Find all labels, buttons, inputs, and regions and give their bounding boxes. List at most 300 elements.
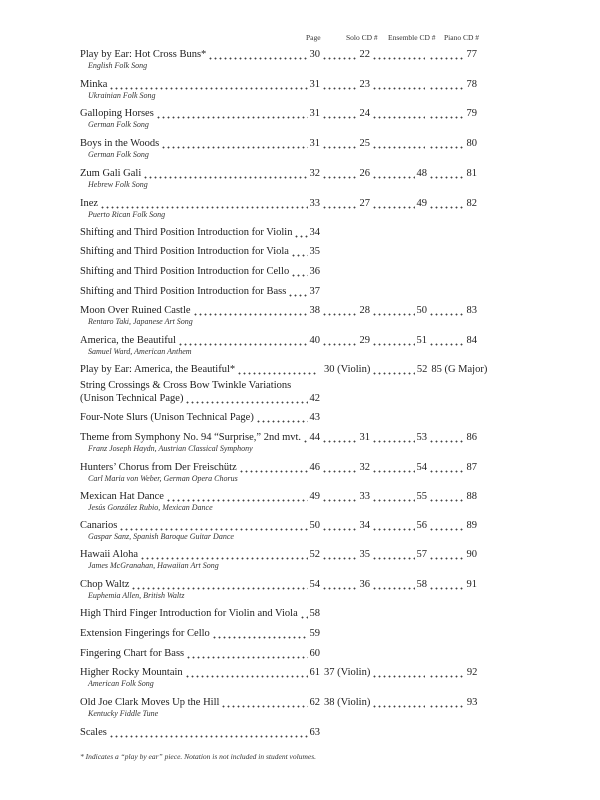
dot-leader: [322, 304, 358, 317]
entry-title: Scales: [80, 727, 107, 738]
toc-entry: [80, 334, 477, 347]
entry-title: Mexican Hat Dance: [80, 491, 164, 502]
entry-title: Old Joe Clark Moves Up the Hill: [80, 697, 220, 708]
entry-solo-cd: 26: [359, 168, 370, 179]
solo-cd-cell: [320, 137, 370, 150]
solo-cd-cell: [320, 363, 370, 376]
entry-piano-cd: 83: [466, 305, 477, 316]
entry-title: Shifting and Third Position Introduction for Violin: [80, 227, 293, 238]
dot-leader: [161, 137, 307, 150]
title-page-cell: [80, 519, 320, 532]
dot-leader: [156, 107, 308, 120]
ensemble-cd-cell: [370, 334, 427, 347]
header-piano-cd: Piano CD #: [444, 33, 480, 42]
entry-page: 44: [309, 432, 320, 443]
dot-leader: [429, 78, 465, 91]
dot-leader: [256, 411, 308, 424]
solo-cd-cell: [320, 519, 370, 532]
entry-ensemble-cd: 53: [416, 432, 427, 443]
entry-piano-cd: 81: [466, 168, 477, 179]
toc-entry: [80, 78, 477, 91]
dot-leader: [221, 696, 307, 709]
dot-leader: [322, 48, 358, 61]
entry-page: 40: [309, 335, 320, 346]
entry-piano-cd: 91: [466, 579, 477, 590]
dot-leader: [372, 696, 425, 709]
entry-solo-cd: 38 (Violin): [324, 697, 371, 708]
toc-entry: [80, 48, 477, 61]
solo-cd-cell: [320, 431, 370, 444]
ensemble-cd-cell: [370, 490, 427, 503]
piano-cd-cell: [427, 666, 477, 679]
entry-solo-cd: 27: [359, 198, 370, 209]
dot-leader: [429, 304, 465, 317]
entry-title: Canarios: [80, 520, 118, 531]
entry-subtitle: Samuel Ward, American Anthem: [88, 347, 192, 356]
dot-leader: [429, 107, 465, 120]
header-ensemble-cd: Ensemble CD #: [388, 33, 436, 42]
entry-title: Theme from Symphony No. 94 “Surprise,” 2nd mvt.: [80, 432, 302, 443]
dot-leader: [429, 666, 465, 679]
entry-ensemble-cd: 58: [416, 579, 427, 590]
entry-page: 54: [309, 579, 320, 590]
dot-leader: [322, 519, 358, 532]
toc-entry: [80, 285, 320, 298]
dot-leader: [239, 461, 308, 474]
piano-cd-cell: [427, 48, 477, 61]
dot-leader: [178, 334, 308, 347]
title-page-cell: [80, 726, 320, 739]
entry-title: Fingering Chart for Bass: [80, 648, 185, 659]
entry-ensemble-cd: 52: [416, 364, 428, 375]
solo-cd-cell: [320, 167, 370, 180]
dot-leader: [291, 265, 307, 278]
solo-cd-cell: [320, 48, 370, 61]
dot-leader: [237, 363, 318, 376]
dot-leader: [372, 48, 425, 61]
dot-leader: [372, 548, 415, 561]
toc-entry: [80, 578, 477, 591]
ensemble-cd-cell: [370, 78, 427, 91]
entry-ensemble-cd: 55: [416, 491, 427, 502]
footnote: * Indicates a “play by ear” piece. Notation is not included in student volumes.: [80, 752, 317, 761]
entry-piano-cd: 85 (G Major): [431, 364, 488, 375]
dot-leader: [208, 48, 307, 61]
entry-title: Moon Over Ruined Castle: [80, 305, 191, 316]
dot-leader: [322, 107, 358, 120]
entry-subtitle: American Folk Song: [88, 679, 154, 688]
dot-leader: [372, 107, 425, 120]
entry-page: 35: [309, 246, 320, 257]
entry-subtitle: Jesús González Rubio, Mexican Dance: [88, 503, 213, 512]
entry-piano-cd: 79: [466, 108, 477, 119]
entry-ensemble-cd: 51: [416, 335, 427, 346]
entry-page: 31: [309, 138, 320, 149]
entry-page: 58: [309, 608, 320, 619]
entry-piano-cd: 77: [466, 49, 477, 60]
entry-subtitle: Gaspar Sanz, Spanish Baroque Guitar Dance: [88, 532, 234, 541]
entry-subtitle: Kentucky Fiddle Tune: [88, 709, 159, 718]
dot-leader: [166, 490, 308, 503]
entry-page: 36: [309, 266, 320, 277]
ensemble-cd-cell: [370, 431, 427, 444]
entry-title: Minka: [80, 79, 108, 90]
title-page-cell: [80, 265, 320, 278]
dot-leader: [294, 226, 307, 239]
ensemble-cd-cell: [370, 137, 427, 150]
title-page-cell: [80, 226, 320, 239]
title-page-cell: [80, 411, 320, 424]
title-page-cell: [80, 285, 320, 298]
entry-piano-cd: 89: [466, 520, 477, 531]
toc-entry: [80, 245, 320, 258]
entry-title: Extension Fingerings for Cello: [80, 628, 210, 639]
entry-subtitle: Hebrew Folk Song: [88, 180, 148, 189]
entry-page: 43: [309, 412, 320, 423]
ensemble-cd-cell: [370, 107, 427, 120]
solo-cd-cell: [320, 578, 370, 591]
dot-leader: [322, 548, 358, 561]
toc-entry: [80, 107, 477, 120]
dot-leader: [372, 578, 415, 591]
dot-leader: [303, 431, 307, 444]
entry-piano-cd: 93: [466, 697, 478, 708]
entry-solo-cd: 35: [359, 549, 370, 560]
dot-leader: [429, 548, 465, 561]
entry-ensemble-cd: 48: [416, 168, 427, 179]
toc-entry: [80, 548, 477, 561]
title-page-cell: [80, 245, 320, 258]
piano-cd-cell: [427, 363, 487, 376]
ensemble-cd-cell: [370, 167, 427, 180]
dot-leader: [429, 519, 465, 532]
piano-cd-cell: [427, 167, 477, 180]
entry-page: 30: [309, 49, 320, 60]
entry-solo-cd: 29: [359, 335, 370, 346]
dot-leader: [429, 48, 465, 61]
dot-leader: [372, 519, 415, 532]
entry-page: 59: [309, 628, 320, 639]
ensemble-cd-cell: [370, 461, 427, 474]
entry-subtitle: Franz Joseph Haydn, Austrian Classical Symphony: [88, 444, 253, 453]
toc-entry: [80, 363, 487, 376]
piano-cd-cell: [427, 696, 477, 709]
ensemble-cd-cell: [370, 197, 427, 210]
entry-title: High Third Finger Introduction for Violin and Viola: [80, 608, 298, 619]
dot-leader: [322, 78, 358, 91]
title-page-cell: [80, 167, 320, 180]
piano-cd-cell: [427, 461, 477, 474]
title-page-cell: [80, 578, 320, 591]
piano-cd-cell: [427, 304, 477, 317]
entry-solo-cd: 23: [359, 79, 370, 90]
piano-cd-cell: [427, 137, 477, 150]
toc-entry: [80, 726, 320, 739]
solo-cd-cell: [320, 107, 370, 120]
toc-entry: [80, 411, 320, 424]
entry-piano-cd: 84: [466, 335, 477, 346]
entry-ensemble-cd: 49: [416, 198, 427, 209]
entry-subtitle: German Folk Song: [88, 150, 149, 159]
toc-entry-title-line: [80, 379, 291, 392]
entry-piano-cd: 90: [466, 549, 477, 560]
entry-title: Zum Gali Gali: [80, 168, 142, 179]
ensemble-cd-cell: [370, 48, 427, 61]
ensemble-cd-cell: [370, 578, 427, 591]
dot-leader: [372, 334, 415, 347]
entry-page: 32: [309, 168, 320, 179]
entry-subtitle: Euphemia Allen, British Waltz: [88, 591, 185, 600]
entry-title: Higher Rocky Mountain: [80, 667, 183, 678]
title-page-cell: [80, 647, 320, 660]
solo-cd-cell: [320, 461, 370, 474]
toc-entry: [80, 461, 477, 474]
entry-solo-cd: 24: [359, 108, 370, 119]
solo-cd-cell: [320, 548, 370, 561]
toc-entry: [80, 226, 320, 239]
title-page-cell: [80, 48, 320, 61]
entry-title: Chop Waltz: [80, 579, 130, 590]
entry-piano-cd: 86: [466, 432, 477, 443]
entry-ensemble-cd: 57: [416, 549, 427, 560]
solo-cd-cell: [320, 696, 370, 709]
title-page-cell: [80, 107, 320, 120]
entry-page: 63: [309, 727, 320, 738]
piano-cd-cell: [427, 431, 477, 444]
dot-leader: [140, 548, 307, 561]
entry-piano-cd: 87: [466, 462, 477, 473]
title-page-cell: [80, 461, 320, 474]
entry-title: String Crossings & Cross Bow Twinkle Variations: [80, 380, 292, 391]
entry-solo-cd: 25: [359, 138, 370, 149]
dot-leader: [119, 519, 307, 532]
entry-subtitle: James McGranahan, Hawaiian Art Song: [88, 561, 219, 570]
entry-title: Four-Note Slurs (Unison Technical Page): [80, 412, 254, 423]
dot-leader: [288, 285, 307, 298]
entry-page: 62: [309, 697, 320, 708]
entry-ensemble-cd: 56: [416, 520, 427, 531]
piano-cd-cell: [427, 334, 477, 347]
entry-title: (Unison Technical Page): [80, 393, 184, 404]
entry-solo-cd: 34: [359, 520, 370, 531]
dot-leader: [429, 461, 465, 474]
dot-leader: [300, 607, 308, 620]
toc-entry: [80, 304, 477, 317]
solo-cd-cell: [320, 334, 370, 347]
title-page-cell: [80, 392, 320, 405]
piano-cd-cell: [427, 197, 477, 210]
entry-subtitle: Carl Maria von Weber, German Opera Chorus: [88, 474, 238, 483]
solo-cd-cell: [320, 490, 370, 503]
piano-cd-cell: [427, 519, 477, 532]
entry-title: Boys in the Woods: [80, 138, 160, 149]
title-page-cell: [80, 304, 320, 317]
entry-piano-cd: 92: [466, 667, 478, 678]
entry-title: Galloping Horses: [80, 108, 154, 119]
toc-entry: [80, 627, 320, 640]
piano-cd-cell: [427, 107, 477, 120]
ensemble-cd-cell: [370, 304, 427, 317]
entry-subtitle: English Folk Song: [88, 61, 148, 70]
ensemble-cd-cell: [370, 548, 427, 561]
dot-leader: [429, 334, 465, 347]
dot-leader: [372, 666, 425, 679]
entry-piano-cd: 82: [466, 198, 477, 209]
entry-subtitle: Puerto Rican Folk Song: [88, 210, 166, 219]
entry-solo-cd: 36: [359, 579, 370, 590]
dot-leader: [372, 78, 425, 91]
solo-cd-cell: [320, 666, 370, 679]
dot-leader: [429, 137, 465, 150]
entry-subtitle: Ukrainian Folk Song: [88, 91, 156, 100]
entry-title: America, the Beautiful: [80, 335, 176, 346]
entry-solo-cd: 30 (Violin): [324, 364, 371, 375]
dot-leader: [372, 490, 415, 503]
entry-solo-cd: 37 (Violin): [324, 667, 371, 678]
dot-leader: [212, 627, 308, 640]
entry-ensemble-cd: 50: [416, 305, 427, 316]
entry-title: Hunters’ Chorus from Der Freischütz: [80, 462, 237, 473]
toc-entry: [80, 607, 320, 620]
dot-leader: [372, 304, 415, 317]
title-page-cell: [80, 490, 320, 503]
piano-cd-cell: [427, 78, 477, 91]
piano-cd-cell: [427, 578, 477, 591]
dot-leader: [185, 392, 307, 405]
dot-leader: [100, 197, 307, 210]
entry-page: 31: [309, 108, 320, 119]
entry-title: Play by Ear: America, the Beautiful*: [80, 364, 236, 375]
dot-leader: [372, 197, 415, 210]
title-page-cell: [80, 197, 320, 210]
ensemble-cd-cell: [370, 519, 427, 532]
title-page-cell: [80, 334, 320, 347]
dot-leader: [291, 245, 308, 258]
toc-entry: [80, 696, 477, 709]
title-page-cell: [80, 607, 320, 620]
entry-solo-cd: 32: [359, 462, 370, 473]
toc-entry: [80, 519, 477, 532]
entry-page: 60: [309, 648, 320, 659]
entry-page: 33: [309, 198, 320, 209]
ensemble-cd-cell: [370, 696, 427, 709]
toc-entry: [80, 392, 320, 405]
dot-leader: [372, 363, 415, 376]
dot-leader: [322, 197, 358, 210]
solo-cd-cell: [320, 197, 370, 210]
ensemble-cd-cell: [370, 363, 427, 376]
dot-leader: [322, 167, 358, 180]
dot-leader: [193, 304, 308, 317]
entry-page: 34: [309, 227, 320, 238]
header-page: Page: [306, 33, 321, 42]
toc-entry: [80, 167, 477, 180]
dot-leader: [322, 334, 358, 347]
toc-entry: [80, 137, 477, 150]
toc-entry: [80, 265, 320, 278]
title-page-cell: [80, 137, 320, 150]
dot-leader: [429, 197, 465, 210]
dot-leader: [131, 578, 307, 591]
entry-page: 46: [309, 462, 320, 473]
dot-leader: [322, 578, 358, 591]
title-page-cell: [80, 78, 320, 91]
dot-leader: [429, 431, 465, 444]
header-solo-cd: Solo CD #: [346, 33, 378, 42]
title-page-cell: [80, 548, 320, 561]
entry-subtitle: Rentaro Taki, Japanese Art Song: [88, 317, 193, 326]
entry-title: Play by Ear: Hot Cross Buns*: [80, 49, 207, 60]
dot-leader: [109, 726, 308, 739]
entry-title: Shifting and Third Position Introduction for Bass: [80, 286, 287, 297]
entry-subtitle: German Folk Song: [88, 120, 149, 129]
toc-entry: [80, 647, 320, 660]
title-page-cell: [80, 363, 320, 376]
dot-leader: [322, 431, 358, 444]
entry-piano-cd: 88: [466, 491, 477, 502]
entry-solo-cd: 31: [359, 432, 370, 443]
entry-page: 61: [309, 667, 320, 678]
dot-leader: [372, 137, 425, 150]
entry-title: Shifting and Third Position Introduction for Viola: [80, 246, 289, 257]
entry-page: 50: [309, 520, 320, 531]
solo-cd-cell: [320, 304, 370, 317]
dot-leader: [429, 490, 465, 503]
dot-leader: [186, 647, 307, 660]
entry-page: 38: [309, 305, 320, 316]
entry-page: 52: [309, 549, 320, 560]
entry-ensemble-cd: 54: [416, 462, 427, 473]
title-page-cell: [80, 696, 320, 709]
title-page-cell: [80, 431, 320, 444]
dot-leader: [322, 137, 358, 150]
entry-solo-cd: 33: [359, 491, 370, 502]
dot-leader: [372, 431, 415, 444]
dot-leader: [429, 578, 465, 591]
dot-leader: [185, 666, 308, 679]
dot-leader: [322, 490, 358, 503]
toc-entry: [80, 666, 477, 679]
dot-leader: [322, 461, 358, 474]
entry-solo-cd: 28: [359, 305, 370, 316]
entry-piano-cd: 78: [466, 79, 477, 90]
ensemble-cd-cell: [370, 666, 427, 679]
entry-piano-cd: 80: [466, 138, 477, 149]
entry-title: Shifting and Third Position Introduction for Cello: [80, 266, 290, 277]
toc-entry: [80, 431, 477, 444]
entry-page: 42: [309, 393, 320, 404]
solo-cd-cell: [320, 78, 370, 91]
entry-page: 49: [309, 491, 320, 502]
entry-title: Hawaii Aloha: [80, 549, 139, 560]
title-page-cell: [80, 666, 320, 679]
dot-leader: [429, 696, 465, 709]
dot-leader: [372, 167, 415, 180]
piano-cd-cell: [427, 548, 477, 561]
piano-cd-cell: [427, 490, 477, 503]
dot-leader: [143, 167, 307, 180]
toc-entry: [80, 197, 477, 210]
title-page-cell: [80, 627, 320, 640]
entry-page: 31: [309, 79, 320, 90]
dot-leader: [429, 167, 465, 180]
toc-entry: [80, 490, 477, 503]
dot-leader: [372, 461, 415, 474]
entry-title: Inez: [80, 198, 99, 209]
entry-solo-cd: 22: [359, 49, 370, 60]
dot-leader: [109, 78, 307, 91]
entry-page: 37: [309, 286, 320, 297]
